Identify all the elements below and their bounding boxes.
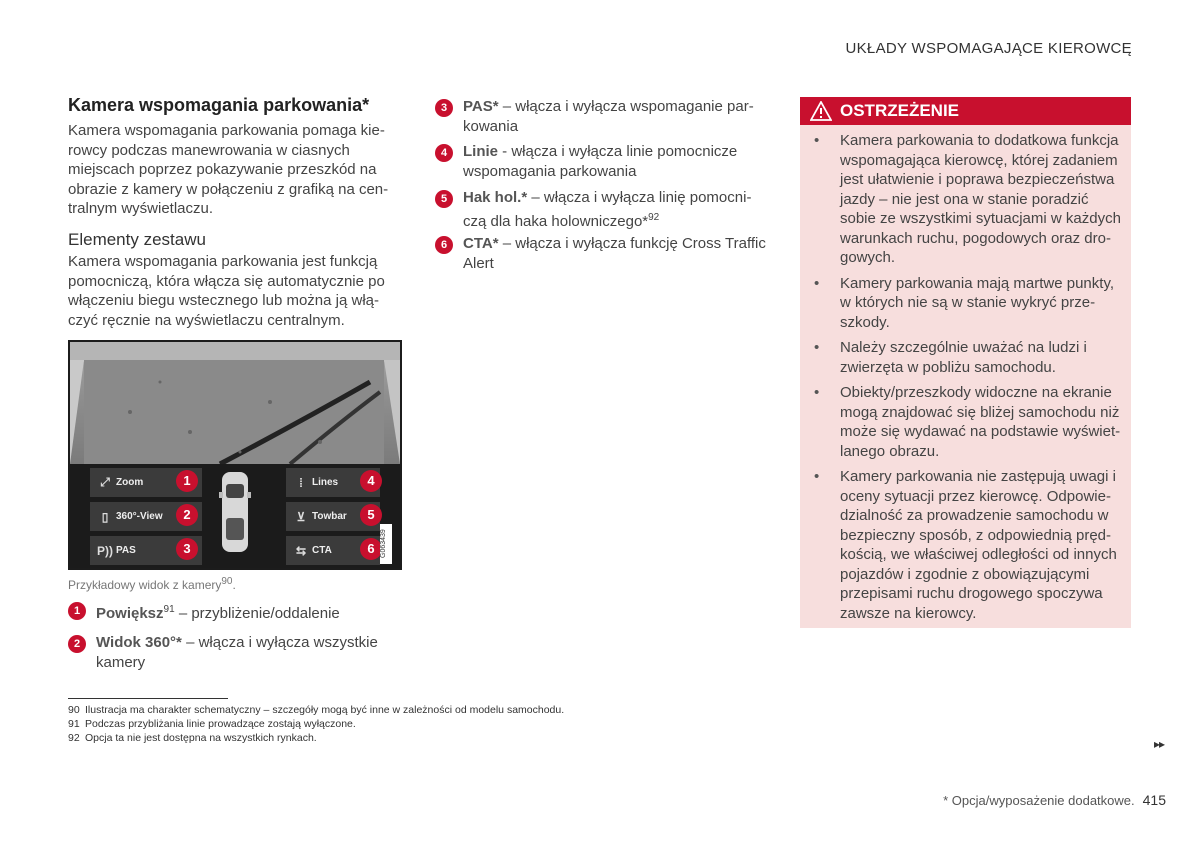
button-label: 360°-View	[116, 511, 163, 522]
car-top-view-icon	[218, 470, 252, 554]
camera-control-panel	[70, 464, 400, 568]
footnote	[68, 732, 317, 744]
callout-number: 3	[176, 538, 198, 560]
item-text: – przybliżenie/oddalenie	[174, 605, 340, 622]
intro-line: rowcy podczas manewrowania w ciasnych	[68, 141, 350, 159]
continue-arrows-icon: ▸▸	[1153, 737, 1164, 751]
camera-scene-illustration	[70, 342, 400, 464]
footnote-number: 92	[68, 732, 80, 744]
callout-number: 6	[360, 538, 382, 560]
warning-item: • Należy szczególnie uważać na ludzi i zwierzęta w pobliżu samochodu.	[800, 338, 1131, 377]
warning-item: • Kamery parkowania mają martwe punkty, w których nie są w stanie wykryć prze-szkody.	[800, 274, 1131, 333]
footer-note: * Opcja/wyposażenie dodatkowe.	[943, 793, 1135, 808]
body-line: włączeniu biegu wstecznego lub można ją włą-	[68, 292, 380, 309]
button-label: Towbar	[312, 511, 347, 522]
list-item	[435, 188, 775, 230]
callout-number: 4	[360, 470, 382, 492]
callout-number: 2	[176, 504, 198, 526]
page-number: 415	[1142, 792, 1166, 808]
button-label: Lines	[312, 477, 339, 488]
item-number: 2	[68, 635, 86, 653]
item-key: CTA*	[463, 235, 499, 252]
camera-view-figure	[68, 340, 402, 570]
towbar-icon: ⊻	[296, 509, 306, 524]
intro-line: obrazie z kamery w połączeniu z grafiką na cen-	[68, 180, 389, 198]
button-label: CTA	[312, 545, 332, 556]
callout-number: 5	[360, 504, 382, 526]
list-item	[68, 600, 408, 622]
body-line: Kamera wspomagania parkowania jest funkcją	[68, 253, 378, 270]
intro-line: miejscach poprzez pokazywanie przeszkód na	[68, 161, 377, 178]
item-number: 1	[68, 602, 86, 620]
warning-title-bar	[800, 97, 1131, 125]
button-label: PAS	[116, 545, 136, 556]
section-header: UKŁADY WSPOMAGAJĄCE KIEROWCĘ	[845, 40, 1132, 57]
item-footnote-ref: 92	[648, 211, 660, 223]
item-key: Linie	[463, 143, 499, 160]
figure-code: G063439	[380, 524, 392, 564]
list-item	[435, 142, 775, 184]
camera-360-icon: ▯	[101, 509, 109, 524]
body-line: czyć ręcznie na wyświetlaczu centralnym.	[68, 311, 345, 329]
item-number: 6	[435, 236, 453, 254]
warning-title: OSTRZEŻENIE	[840, 101, 960, 120]
lines-icon: ⁞	[299, 475, 303, 490]
footnote-number: 91	[68, 718, 80, 730]
item-key: PAS*	[463, 98, 499, 115]
button-label: Zoom	[116, 477, 144, 488]
warning-item: • Obiekty/przeszkody widoczne na ekranie mogą znajdować się bliżej samochodu niż może się wydawać na podstawie wyświet-lanego obrazu.	[800, 383, 1131, 461]
footnote-text: Podczas przybliżania linie prowadzące zostają wyłączone.	[85, 718, 356, 730]
warning-list	[800, 131, 1131, 629]
item-text-cont: Alert	[463, 254, 494, 272]
warning-item: • Kamera parkowania to dodatkowa funkcja wspomagająca kierowcę, której zadaniem jest ułatwienie i poprawa bezpieczeństwa jazdy – nie jest ona w stanie poradzić sobie ze wszystkimi sytuacjami w każdych warunkach ruchu, pogodowych oraz dro-gowych.	[800, 131, 1131, 268]
list-item	[435, 234, 775, 276]
item-text-cont: wspomagania parkowania	[463, 162, 637, 180]
warning-box	[800, 97, 1131, 628]
footnote-text: Ilustracja ma charakter schematyczny – szczegóły mogą być inne w zależności od modelu samochodu.	[85, 704, 565, 716]
footnote	[68, 718, 356, 730]
item-key: Widok 360°*	[96, 634, 182, 651]
callout-number: 1	[176, 470, 198, 492]
item-text: – włącza i wyłącza funkcję Cross Traffic	[498, 235, 766, 252]
item-text: – włącza i wyłącza wspomaganie par-	[498, 98, 754, 115]
warning-triangle-icon	[810, 101, 832, 121]
item-text-cont: czą dla haka holowniczego*	[463, 212, 649, 230]
body-line: pomocniczą, która włącza się automatycznie po	[68, 272, 385, 290]
item-number: 4	[435, 144, 453, 162]
list-item	[435, 97, 775, 139]
footnote	[68, 704, 564, 716]
page-footer	[943, 792, 1166, 808]
footnote-divider	[68, 698, 228, 699]
caption-end: .	[232, 578, 236, 592]
figure-caption	[68, 576, 236, 592]
intro-line: tralnym wyświetlaczu.	[68, 200, 214, 217]
subheading: Elementy zestawu	[68, 230, 206, 249]
zoom-arrows-icon: ⤢	[100, 475, 110, 489]
camera-image	[70, 342, 400, 464]
section-heading: Kamera wspomagania parkowania*	[68, 95, 370, 115]
list-item	[68, 633, 408, 675]
intro-line: Kamera wspomagania parkowania pomaga kie-	[68, 122, 385, 139]
body-paragraph	[68, 252, 385, 330]
item-number: 3	[435, 99, 453, 117]
item-text: - włącza i wyłącza linie pomocnicze	[498, 143, 738, 160]
item-text: – włącza i wyłącza linię pomocni-	[527, 189, 752, 206]
item-text-cont: kamery	[96, 653, 146, 671]
item-footnote-ref: 91	[163, 604, 175, 615]
item-number: 5	[435, 190, 453, 208]
caption-footnote-ref: 90	[221, 576, 233, 587]
item-key: Powiększ	[96, 605, 164, 622]
footnote-text: Opcja ta nie jest dostępna na wszystkich rynkach.	[85, 732, 317, 744]
cta-icon: ⇆	[295, 543, 307, 558]
item-key: Hak hol.*	[463, 189, 528, 206]
item-text: – włącza i wyłącza wszystkie	[181, 634, 378, 651]
pas-icon: P))	[97, 543, 113, 558]
footnote-number: 90	[68, 704, 80, 716]
warning-item: • Kamery parkowania nie zastępują uwagi i oceny sytuacji przez kierowcę. Odpowie-dzialność za prowadzenie samochodu w bezpieczny sposób, z odpowiednią pręd-kością, we właściwej odległości od innych pojazdów i zgodnie z obowiązującymi przepisami ruchu drogowego spoczywa zawsze na kierowcy.	[800, 467, 1131, 623]
item-text-cont: kowania	[463, 117, 519, 135]
caption-text: Przykładowy widok z kamery	[68, 578, 222, 592]
intro-paragraph	[68, 121, 388, 219]
